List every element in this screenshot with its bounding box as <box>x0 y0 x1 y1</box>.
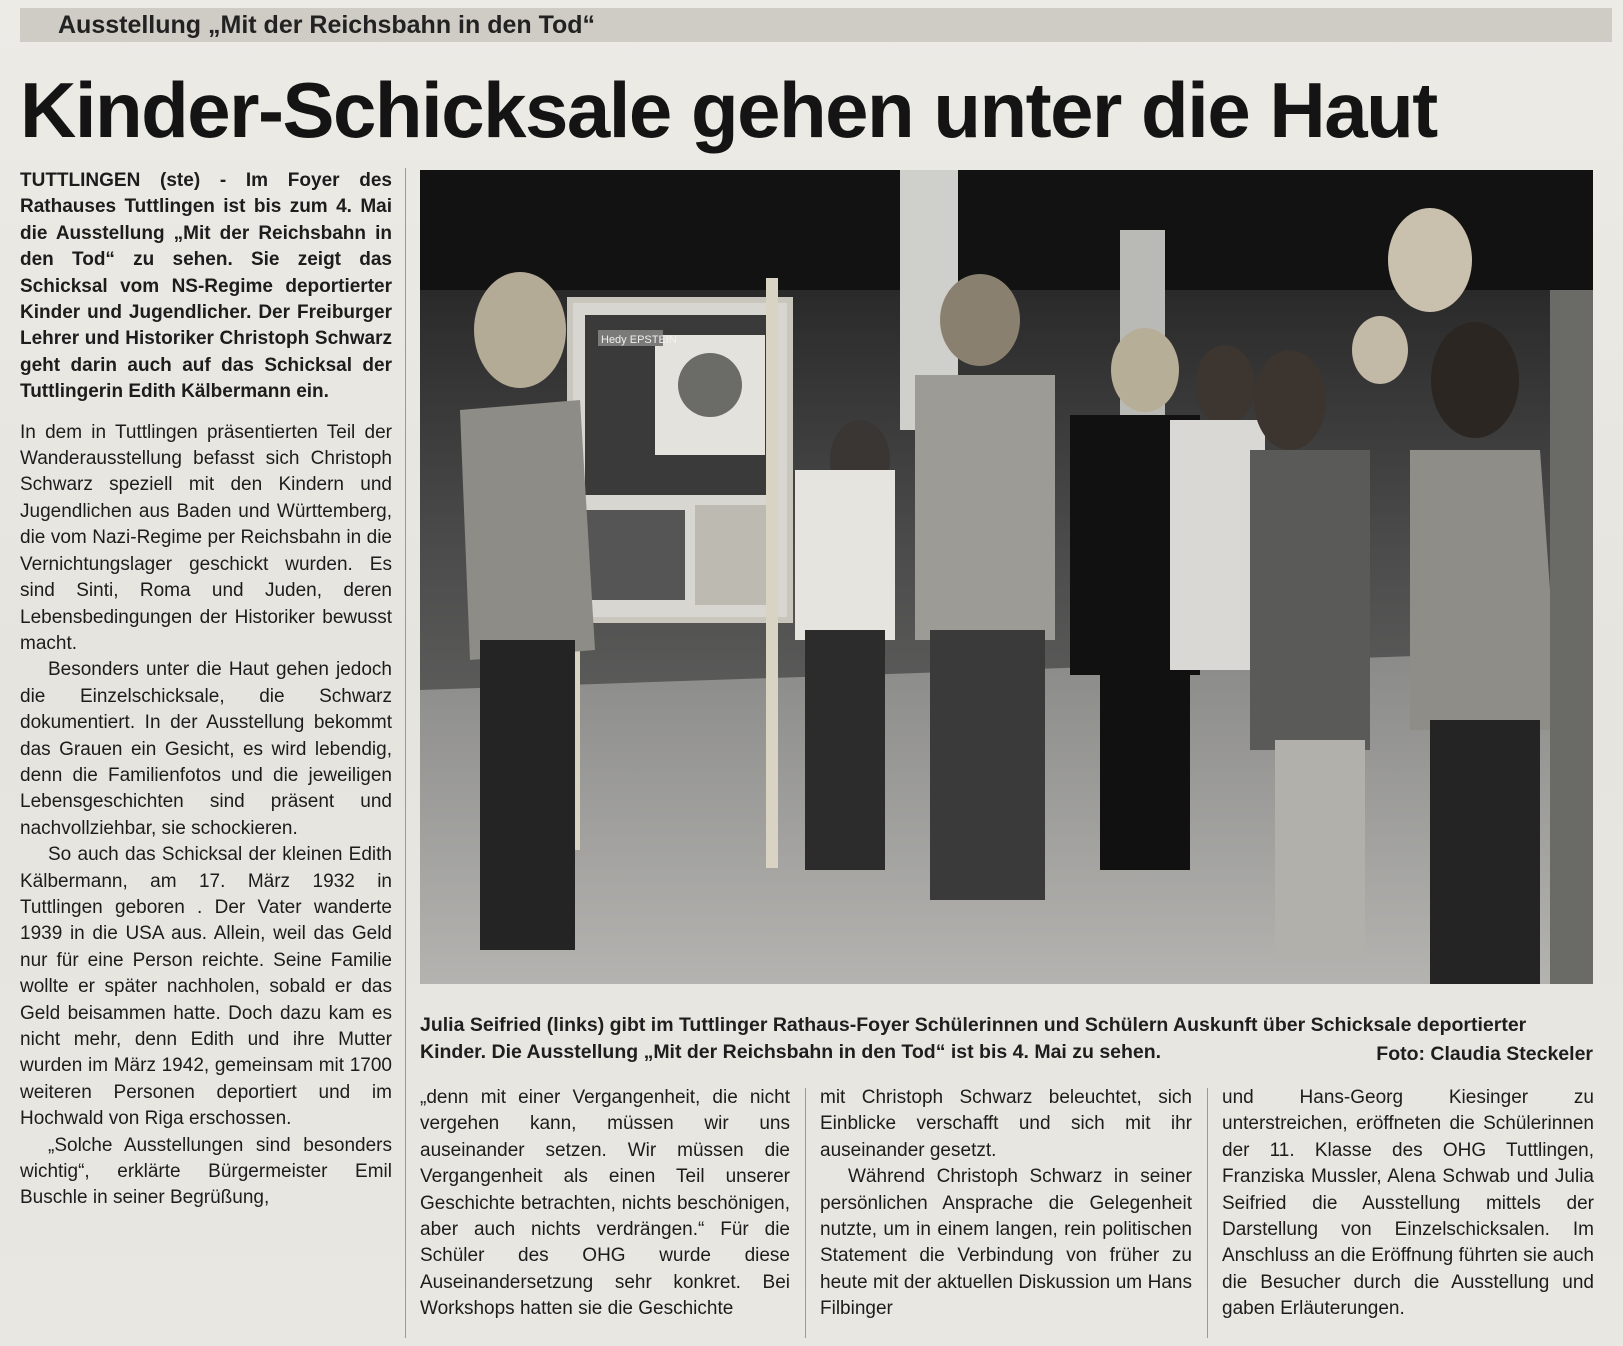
photo-illustration <box>420 170 1593 984</box>
news-photo <box>420 170 1593 984</box>
body-paragraph: mit Christoph Schwarz beleuchtet, sich Einblicke verschafft und sich mit ihr auseinander gesetzt. <box>820 1087 1192 1161</box>
caption-text: Julia Seifried (links) gibt im Tuttlinger Rathaus-Foyer Schülerinnen und Schülern Auskunft über Schicksale deportierter Kinder. Die Ausstellung „Mit der Reichsbahn in den Tod“ ist bis 4. Mai zu sehen. <box>420 1014 1527 1063</box>
body-paragraph: und Hans-Georg Kiesinger zu unterstreichen, eröffneten die Schülerinnen der 11. Klasse des OHG Tuttlingen, Franziska Mussler, Alena Schwab und Julia Seifried die Ausstellung mittels der Darstellung von Einzelschicksalen. Im Anschluss an die Eröffnung führten sie auch die Besucher durch die Ausstellung und gaben Erläuterungen. <box>1222 1087 1594 1320</box>
photo-credit: Foto: Claudia Steckeler <box>1376 1043 1593 1065</box>
photo-caption <box>420 1012 1593 1068</box>
bottom-column-3 <box>820 1085 1192 1340</box>
bottom-column-4 <box>1222 1085 1594 1340</box>
poster-name: Hedy EPSTEIN <box>601 334 677 346</box>
lead-text: Im Foyer des Rathauses Tuttlingen ist bis zum 4. Mai die Ausstellung „Mit der Reichsbahn in den Tod“ zu sehen. Sie zeigt das Schicksal vom NS-Regime deportierter Kinder und Jugendlicher. Der Freiburger Lehrer und Historiker Christoph Schwarz geht darin auch auf das Schicksal der Tuttlingerin Edith Kälbermann ein. <box>20 170 392 403</box>
dateline: TUTTLINGEN (ste) - <box>20 170 227 191</box>
body-paragraph: So auch das Schicksal der kleinen Edith Kälbermann, am 17. März 1932 in Tuttlingen geboren . Der Vater wanderte 1939 in die USA aus. Allein, weil das Geld nur für eine Person reichte. Seine Familie wollte er später nachholen, sobald er das Geld beisammen hatte. Doch dazu kam es nicht mehr, denn Edith und ihre Mutter wurden im März 1942, gemeinsam mit 1700 weiteren Personen deportiert und im Hochwald von Riga erschossen. <box>20 844 392 1130</box>
body-paragraph: „Solche Ausstellungen sind besonders wichtig“, erklärte Bürgermeister Emil Buschle in seiner Begrüßung, <box>20 1134 392 1209</box>
body-paragraph: In dem in Tuttlingen präsentierten Teil der Wanderausstellung befasst sich Christoph Schwarz speziell mit den Kindern und Jugendlichen aus Baden und Württemberg, die vom Nazi-Regime per Reichsbahn in die Vernichtungslager geschickt wurden. Es sind Sinti, Roma und Juden, deren Lebensbedingungen der Historiker bewusst macht. <box>20 421 392 654</box>
body-paragraph: Besonders unter die Haut gehen jedoch die Einzelschicksale, die Schwarz dokumentiert. In der Ausstellung bekommt das Grauen ein Gesicht, es wird lebendig, denn die Familienfotos und die jeweiligen Lebensgeschichten sind präsent und nachvollziehbar, sie schockieren. <box>20 659 392 839</box>
column-rule <box>405 168 406 1338</box>
kicker: Ausstellung „Mit der Reichsbahn in den Tod“ <box>58 11 596 39</box>
left-column <box>20 168 392 1338</box>
column-rule <box>805 1088 806 1338</box>
headline: Kinder-Schicksale gehen unter die Haut <box>20 66 1437 154</box>
column-rule <box>1207 1088 1208 1338</box>
lead-paragraph <box>20 168 392 406</box>
body-paragraph: Während Christoph Schwarz in seiner persönlichen Ansprache die Gelegenheit nutzte, um in einem langen, rein politischen Statement die Verbindung von früher zu heute mit der aktuellen Diskussion um Hans Filbinger <box>820 1166 1192 1320</box>
body-paragraph: „denn mit einer Vergangenheit, die nicht vergehen kann, müssen wir uns auseinander setzen. Wir müssen die Vergangenheit als einen Teil unserer Geschichte betrachten, nichts beschönigen, aber auch nichts verdrängen.“ Für die Schüler des OHG wurde diese Auseinandersetzung sehr konkret. Bei Workshops hatten sie die Geschichte <box>420 1087 790 1320</box>
bottom-column-2 <box>420 1085 790 1340</box>
